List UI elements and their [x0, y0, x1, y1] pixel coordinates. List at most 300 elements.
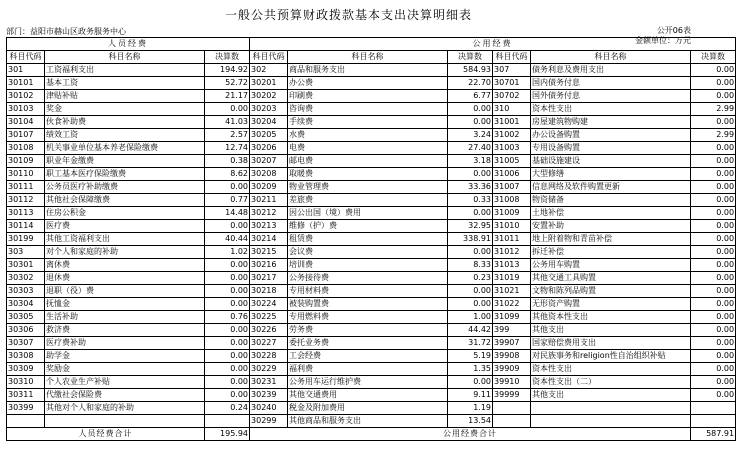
cell-amount-public-b: 0.00: [691, 337, 736, 350]
col-header-code-3: 科目代码: [493, 51, 531, 64]
cell-name-public-a: 其他商品和服务支出: [288, 415, 448, 428]
cell-name-public-a: 培训费: [288, 259, 448, 272]
cell-name-personnel: 对个人和家庭的补助: [45, 246, 205, 259]
cell-name-public-b: 物资储备: [531, 194, 691, 207]
col-header-code-2: 科目代码: [250, 51, 288, 64]
cell-amount-public-b: 0.00: [691, 194, 736, 207]
cell-amount-public-a: 13.54: [448, 415, 493, 428]
table-row: [7, 285, 736, 298]
cell-code-public-b: 31008: [493, 194, 531, 207]
cell-amount-personnel: 1.02: [205, 246, 250, 259]
cell-amount-personnel: 41.03: [205, 116, 250, 129]
cell-code-public-b: 310: [493, 103, 531, 116]
cell-amount-public-b: 0.00: [691, 311, 736, 324]
cell-name-public-b: 无形资产购置: [531, 298, 691, 311]
cell-name-public-b: 其他支出: [531, 324, 691, 337]
table-row: [7, 259, 736, 272]
cell-amount-public-b: [691, 402, 736, 415]
cell-code-public-b: 31099: [493, 311, 531, 324]
cell-name-public-b: 基础设施建设: [531, 155, 691, 168]
cell-name-personnel: 职工基本医疗保险缴费: [45, 168, 205, 181]
cell-code-personnel: 303: [7, 246, 45, 259]
cell-name-personnel: 离休费: [45, 259, 205, 272]
cell-code-public-a: 30299: [250, 415, 288, 428]
table-group-header-row: [7, 38, 736, 51]
cell-code-personnel: 30104: [7, 116, 45, 129]
form-code: 公开06表: [656, 26, 691, 35]
col-header-name-1: 科目名称: [45, 51, 205, 64]
cell-amount-personnel: 40.44: [205, 233, 250, 246]
cell-code-public-b: 307: [493, 64, 531, 77]
cell-code-public-a: 30217: [250, 272, 288, 285]
department-info: [6, 26, 126, 37]
cell-code-public-b: 31007: [493, 181, 531, 194]
cell-name-personnel: 工资福利支出: [45, 64, 205, 77]
cell-amount-public-b: [691, 415, 736, 428]
cell-amount-public-b: 0.00: [691, 77, 736, 90]
cell-name-public-b: 专用设备购置: [531, 142, 691, 155]
cell-amount-public-a: 338.91: [448, 233, 493, 246]
cell-name-public-a: 租赁费: [288, 233, 448, 246]
table-row: [7, 142, 736, 155]
cell-name-public-b: [531, 402, 691, 415]
cell-name-personnel: 公务员医疗补助缴费: [45, 181, 205, 194]
department-label: 部门：: [6, 27, 30, 36]
cell-name-public-b: 对民族事务和religion性自治组织补贴: [531, 350, 691, 363]
cell-code-personnel: 30302: [7, 272, 45, 285]
cell-name-public-b: 资本性支出: [531, 363, 691, 376]
cell-name-public-b: 国家赔偿费用支出: [531, 337, 691, 350]
cell-amount-public-b: 0.00: [691, 324, 736, 337]
cell-amount-personnel: 12.74: [205, 142, 250, 155]
cell-code-public-a: 30211: [250, 194, 288, 207]
cell-amount-public-b: 0.00: [691, 376, 736, 389]
cell-code-personnel: 301: [7, 64, 45, 77]
cell-code-public-b: 39909: [493, 363, 531, 376]
cell-amount-public-a: 0.00: [448, 298, 493, 311]
cell-amount-public-b: 0.00: [691, 246, 736, 259]
cell-name-personnel: 其他社会保障缴费: [45, 194, 205, 207]
cell-amount-public-b: 0.00: [691, 259, 736, 272]
cell-name-personnel: 奖励金: [45, 363, 205, 376]
cell-code-personnel: 30311: [7, 389, 45, 402]
cell-name-personnel: 个人农业生产补贴: [45, 376, 205, 389]
cell-name-public-a: 劳务费: [288, 324, 448, 337]
unit-note: 金额单位：万元: [635, 36, 691, 45]
cell-name-public-a: 手续费: [288, 116, 448, 129]
cell-name-public-b: 土地补偿: [531, 207, 691, 220]
cell-amount-public-a: 27.40: [448, 142, 493, 155]
cell-amount-personnel: 0.00: [205, 363, 250, 376]
cell-amount-public-b: 0.00: [691, 116, 736, 129]
cell-amount-personnel: 8.62: [205, 168, 250, 181]
cell-code-public-a: 30215: [250, 246, 288, 259]
cell-name-public-a: 商品和服务支出: [288, 64, 448, 77]
cell-name-personnel: 其他对个人和家庭的补助: [45, 402, 205, 415]
col-header-code-1: 科目代码: [7, 51, 45, 64]
table-row: [7, 298, 736, 311]
cell-name-personnel: 奖金: [45, 103, 205, 116]
cell-amount-personnel: 0.00: [205, 220, 250, 233]
cell-name-personnel: [45, 415, 205, 428]
total-value-public: 587.91: [691, 428, 736, 441]
cell-amount-public-b: 0.00: [691, 142, 736, 155]
table-row: [7, 233, 736, 246]
cell-amount-public-b: 2.99: [691, 103, 736, 116]
cell-name-personnel: 住房公积金: [45, 207, 205, 220]
cell-code-public-a: 30240: [250, 402, 288, 415]
cell-name-personnel: 助学金: [45, 350, 205, 363]
cell-amount-public-b: 0.00: [691, 64, 736, 77]
table-row: [7, 90, 736, 103]
table-row: [7, 77, 736, 90]
cell-code-public-b: 30702: [493, 90, 531, 103]
cell-code-public-b: 31005: [493, 155, 531, 168]
cell-amount-public-b: 0.00: [691, 168, 736, 181]
cell-name-public-b: 办公设备购置: [531, 129, 691, 142]
cell-code-personnel: 30310: [7, 376, 45, 389]
cell-amount-public-a: 0.00: [448, 285, 493, 298]
cell-name-personnel: 救济费: [45, 324, 205, 337]
cell-name-public-a: 其他交通费用: [288, 389, 448, 402]
cell-code-public-b: 39908: [493, 350, 531, 363]
cell-amount-personnel: 2.57: [205, 129, 250, 142]
cell-name-personnel: 职业年金缴费: [45, 155, 205, 168]
col-header-amount-2: 决算数: [448, 51, 493, 64]
cell-name-public-a: 咨询费: [288, 103, 448, 116]
cell-code-personnel: 30103: [7, 103, 45, 116]
cell-code-public-b: 31001: [493, 116, 531, 129]
cell-amount-personnel: 0.00: [205, 103, 250, 116]
cell-name-personnel: 机关事业单位基本养老保险缴费: [45, 142, 205, 155]
cell-name-public-a: 因公出国（境）费用: [288, 207, 448, 220]
cell-code-personnel: 30102: [7, 90, 45, 103]
cell-amount-personnel: 0.00: [205, 376, 250, 389]
col-header-amount-3: 决算数: [691, 51, 736, 64]
cell-amount-personnel: 21.17: [205, 90, 250, 103]
cell-amount-personnel: 0.00: [205, 259, 250, 272]
table-row: [7, 129, 736, 142]
cell-name-public-a: 专用燃料费: [288, 311, 448, 324]
cell-name-public-b: 房屋建筑物购建: [531, 116, 691, 129]
cell-code-public-a: 30214: [250, 233, 288, 246]
col-header-name-3: 科目名称: [531, 51, 691, 64]
group-header-personnel: 人员经费: [7, 38, 250, 51]
cell-code-personnel: 30301: [7, 259, 45, 272]
budget-table: [6, 37, 736, 441]
cell-code-public-b: 31019: [493, 272, 531, 285]
cell-amount-public-b: 0.00: [691, 389, 736, 402]
cell-amount-public-a: 3.18: [448, 155, 493, 168]
cell-code-public-a: 30213: [250, 220, 288, 233]
cell-amount-public-a: 22.70: [448, 77, 493, 90]
cell-amount-public-a: 8.33: [448, 259, 493, 272]
cell-code-public-a: 30216: [250, 259, 288, 272]
table-row: [7, 64, 736, 77]
cell-code-public-b: [493, 402, 531, 415]
table-row: [7, 415, 736, 428]
cell-amount-public-a: 3.24: [448, 129, 493, 142]
cell-amount-public-a: 6.77: [448, 90, 493, 103]
cell-name-personnel: 津贴补贴: [45, 90, 205, 103]
cell-code-public-a: 30218: [250, 285, 288, 298]
cell-amount-public-a: 584.93: [448, 64, 493, 77]
cell-amount-public-a: 1.19: [448, 402, 493, 415]
cell-name-public-a: 邮电费: [288, 155, 448, 168]
cell-amount-personnel: 0.00: [205, 298, 250, 311]
cell-name-public-b: 国外债务付息: [531, 90, 691, 103]
total-label-public: 公用经费合计: [250, 428, 691, 441]
total-label-personnel: 人员经费合计: [7, 428, 205, 441]
cell-amount-public-b: 0.00: [691, 363, 736, 376]
cell-name-public-b: 大型修缮: [531, 168, 691, 181]
cell-code-public-b: 31009: [493, 207, 531, 220]
cell-code-public-b: 31013: [493, 259, 531, 272]
group-header-public: 公用经费: [250, 38, 736, 51]
cell-code-public-b: 31011: [493, 233, 531, 246]
cell-name-public-a: 公务接待费: [288, 272, 448, 285]
cell-code-personnel: [7, 415, 45, 428]
cell-amount-personnel: 0.00: [205, 324, 250, 337]
cell-code-public-a: 30228: [250, 350, 288, 363]
cell-amount-public-a: 31.72: [448, 337, 493, 350]
table-row: [7, 181, 736, 194]
table-body: [7, 64, 736, 428]
col-header-amount-1: 决算数: [205, 51, 250, 64]
table-row: [7, 207, 736, 220]
department-name: 益阳市赫山区政务服务中心: [30, 27, 126, 36]
cell-amount-personnel: 0.00: [205, 350, 250, 363]
cell-code-personnel: 30112: [7, 194, 45, 207]
cell-name-personnel: 退职（役）费: [45, 285, 205, 298]
cell-amount-public-a: 0.00: [448, 168, 493, 181]
cell-name-personnel: 伙食补助费: [45, 116, 205, 129]
cell-code-public-b: 31010: [493, 220, 531, 233]
table-row: [7, 311, 736, 324]
cell-code-public-a: 30239: [250, 389, 288, 402]
cell-name-personnel: 其他工资福利支出: [45, 233, 205, 246]
cell-name-personnel: 基本工资: [45, 77, 205, 90]
cell-name-public-a: 被装购置费: [288, 298, 448, 311]
cell-code-public-a: 30229: [250, 363, 288, 376]
cell-name-personnel: 代缴社会保险费: [45, 389, 205, 402]
cell-amount-personnel: 0.77: [205, 194, 250, 207]
cell-name-public-b: 其他资本性支出: [531, 311, 691, 324]
cell-amount-public-a: 44.42: [448, 324, 493, 337]
cell-name-personnel: 医疗费补助: [45, 337, 205, 350]
table-row: [7, 168, 736, 181]
cell-code-public-a: 30212: [250, 207, 288, 220]
cell-code-public-a: 30203: [250, 103, 288, 116]
cell-amount-personnel: 0.00: [205, 337, 250, 350]
cell-amount-public-a: 9.11: [448, 389, 493, 402]
cell-amount-public-a: 5.19: [448, 350, 493, 363]
table-row: [7, 324, 736, 337]
cell-code-personnel: 30114: [7, 220, 45, 233]
cell-name-public-b: 安置补助: [531, 220, 691, 233]
cell-code-personnel: 30107: [7, 129, 45, 142]
cell-code-public-a: 30201: [250, 77, 288, 90]
cell-name-public-a: 物业管理费: [288, 181, 448, 194]
table-row: [7, 389, 736, 402]
total-value-personnel: 195.94: [205, 428, 250, 441]
table-row: [7, 363, 736, 376]
cell-code-public-b: 399: [493, 324, 531, 337]
col-header-name-2: 科目名称: [288, 51, 448, 64]
cell-code-personnel: 30304: [7, 298, 45, 311]
cell-code-public-a: 30202: [250, 90, 288, 103]
cell-code-public-a: 30225: [250, 311, 288, 324]
cell-name-public-a: 水费: [288, 129, 448, 142]
table-row: [7, 246, 736, 259]
cell-code-public-a: 30209: [250, 181, 288, 194]
cell-code-personnel: 30199: [7, 233, 45, 246]
cell-code-personnel: 30113: [7, 207, 45, 220]
cell-name-public-a: 印刷费: [288, 90, 448, 103]
table-row: [7, 272, 736, 285]
table-row: [7, 116, 736, 129]
table-total-row: [7, 428, 736, 441]
cell-name-public-a: 工会经费: [288, 350, 448, 363]
cell-amount-public-a: 0.23: [448, 272, 493, 285]
cell-name-public-a: 会议费: [288, 246, 448, 259]
cell-amount-public-a: 0.00: [448, 246, 493, 259]
cell-amount-public-b: 0.00: [691, 350, 736, 363]
cell-code-personnel: 30308: [7, 350, 45, 363]
cell-code-public-a: 30207: [250, 155, 288, 168]
cell-amount-personnel: 0.00: [205, 181, 250, 194]
cell-amount-public-a: 32.95: [448, 220, 493, 233]
cell-code-personnel: 30309: [7, 363, 45, 376]
cell-amount-public-a: 0.00: [448, 376, 493, 389]
cell-name-public-a: 委托业务费: [288, 337, 448, 350]
cell-amount-public-a: 33.36: [448, 181, 493, 194]
cell-amount-public-b: 0.00: [691, 207, 736, 220]
cell-name-public-a: 公务用车运行维护费: [288, 376, 448, 389]
cell-amount-personnel: 0.00: [205, 389, 250, 402]
cell-code-public-a: 30205: [250, 129, 288, 142]
cell-code-public-a: 30204: [250, 116, 288, 129]
cell-amount-public-a: 0.00: [448, 116, 493, 129]
cell-code-personnel: 30108: [7, 142, 45, 155]
cell-code-public-b: 39907: [493, 337, 531, 350]
cell-code-personnel: 30303: [7, 285, 45, 298]
cell-code-personnel: 30109: [7, 155, 45, 168]
cell-amount-public-b: 0.00: [691, 90, 736, 103]
cell-amount-personnel: 0.00: [205, 272, 250, 285]
table-row: [7, 376, 736, 389]
cell-amount-personnel: 0.24: [205, 402, 250, 415]
cell-code-public-a: 30208: [250, 168, 288, 181]
cell-code-public-b: 31003: [493, 142, 531, 155]
table-row: [7, 220, 736, 233]
cell-code-public-b: 39999: [493, 389, 531, 402]
cell-amount-public-b: 0.00: [691, 233, 736, 246]
cell-name-public-a: 福利费: [288, 363, 448, 376]
cell-code-personnel: 30101: [7, 77, 45, 90]
cell-code-public-b: 31006: [493, 168, 531, 181]
cell-amount-personnel: 0.76: [205, 311, 250, 324]
cell-name-personnel: 医疗费: [45, 220, 205, 233]
cell-code-personnel: 30399: [7, 402, 45, 415]
cell-name-public-b: 地上附着物和青苗补偿: [531, 233, 691, 246]
cell-name-public-a: 电费: [288, 142, 448, 155]
cell-name-public-a: 税金及附加费用: [288, 402, 448, 415]
cell-name-public-b: 国内债务付息: [531, 77, 691, 90]
cell-name-public-b: [531, 415, 691, 428]
cell-name-public-a: 差旅费: [288, 194, 448, 207]
cell-name-personnel: 生活补助: [45, 311, 205, 324]
table-row: [7, 155, 736, 168]
cell-name-personnel: 绩效工资: [45, 129, 205, 142]
cell-name-public-b: 信息网络及软件购置更新: [531, 181, 691, 194]
cell-code-public-a: 30206: [250, 142, 288, 155]
cell-name-public-b: 其他交通工具购置: [531, 272, 691, 285]
cell-amount-public-b: 0.00: [691, 181, 736, 194]
cell-code-public-a: 30226: [250, 324, 288, 337]
table-column-header-row: [7, 51, 736, 64]
cell-code-public-b: [493, 415, 531, 428]
cell-amount-public-b: 0.00: [691, 220, 736, 233]
table-row: [7, 337, 736, 350]
table-row: [7, 103, 736, 116]
cell-amount-public-b: 0.00: [691, 298, 736, 311]
cell-amount-personnel: 194.92: [205, 64, 250, 77]
cell-code-public-a: 30224: [250, 298, 288, 311]
cell-amount-public-b: 2.99: [691, 129, 736, 142]
cell-amount-personnel: 14.48: [205, 207, 250, 220]
cell-name-public-b: 资本性支出（二）: [531, 376, 691, 389]
cell-amount-personnel: 52.72: [205, 77, 250, 90]
cell-name-public-a: 办公费: [288, 77, 448, 90]
cell-amount-public-b: 0.00: [691, 272, 736, 285]
cell-name-public-a: 专用材料费: [288, 285, 448, 298]
cell-code-public-b: 30701: [493, 77, 531, 90]
cell-code-personnel: 30305: [7, 311, 45, 324]
cell-name-public-b: 债务利息及费用支出: [531, 64, 691, 77]
table-row: [7, 350, 736, 363]
cell-name-public-b: 文物和陈列品购置: [531, 285, 691, 298]
cell-name-public-b: 公务用车购置: [531, 259, 691, 272]
cell-code-personnel: 30307: [7, 337, 45, 350]
cell-amount-public-b: 0.00: [691, 285, 736, 298]
cell-amount-personnel: 0.38: [205, 155, 250, 168]
page-title: 一般公共预算财政拨款基本支出决算明细表: [224, 8, 472, 22]
cell-name-public-b: 其他支出: [531, 389, 691, 402]
cell-code-public-b: 31022: [493, 298, 531, 311]
cell-code-personnel: 30111: [7, 181, 45, 194]
cell-amount-public-a: 1.00: [448, 311, 493, 324]
cell-name-public-a: 维修（护）费: [288, 220, 448, 233]
form-meta: [635, 26, 691, 46]
cell-amount-personnel: [205, 415, 250, 428]
cell-code-public-b: 31012: [493, 246, 531, 259]
cell-amount-public-a: 0.00: [448, 103, 493, 116]
cell-name-personnel: 退休费: [45, 272, 205, 285]
cell-code-personnel: 30110: [7, 168, 45, 181]
cell-name-public-b: 资本性支出: [531, 103, 691, 116]
cell-code-public-a: 30231: [250, 376, 288, 389]
cell-amount-public-b: 0.00: [691, 155, 736, 168]
cell-code-public-b: 31021: [493, 285, 531, 298]
cell-code-public-b: 39910: [493, 376, 531, 389]
cell-code-public-a: 302: [250, 64, 288, 77]
cell-amount-public-a: 0.00: [448, 207, 493, 220]
cell-code-public-a: 30227: [250, 337, 288, 350]
cell-name-public-a: 取暖费: [288, 168, 448, 181]
table-row: [7, 194, 736, 207]
cell-amount-personnel: 0.00: [205, 285, 250, 298]
